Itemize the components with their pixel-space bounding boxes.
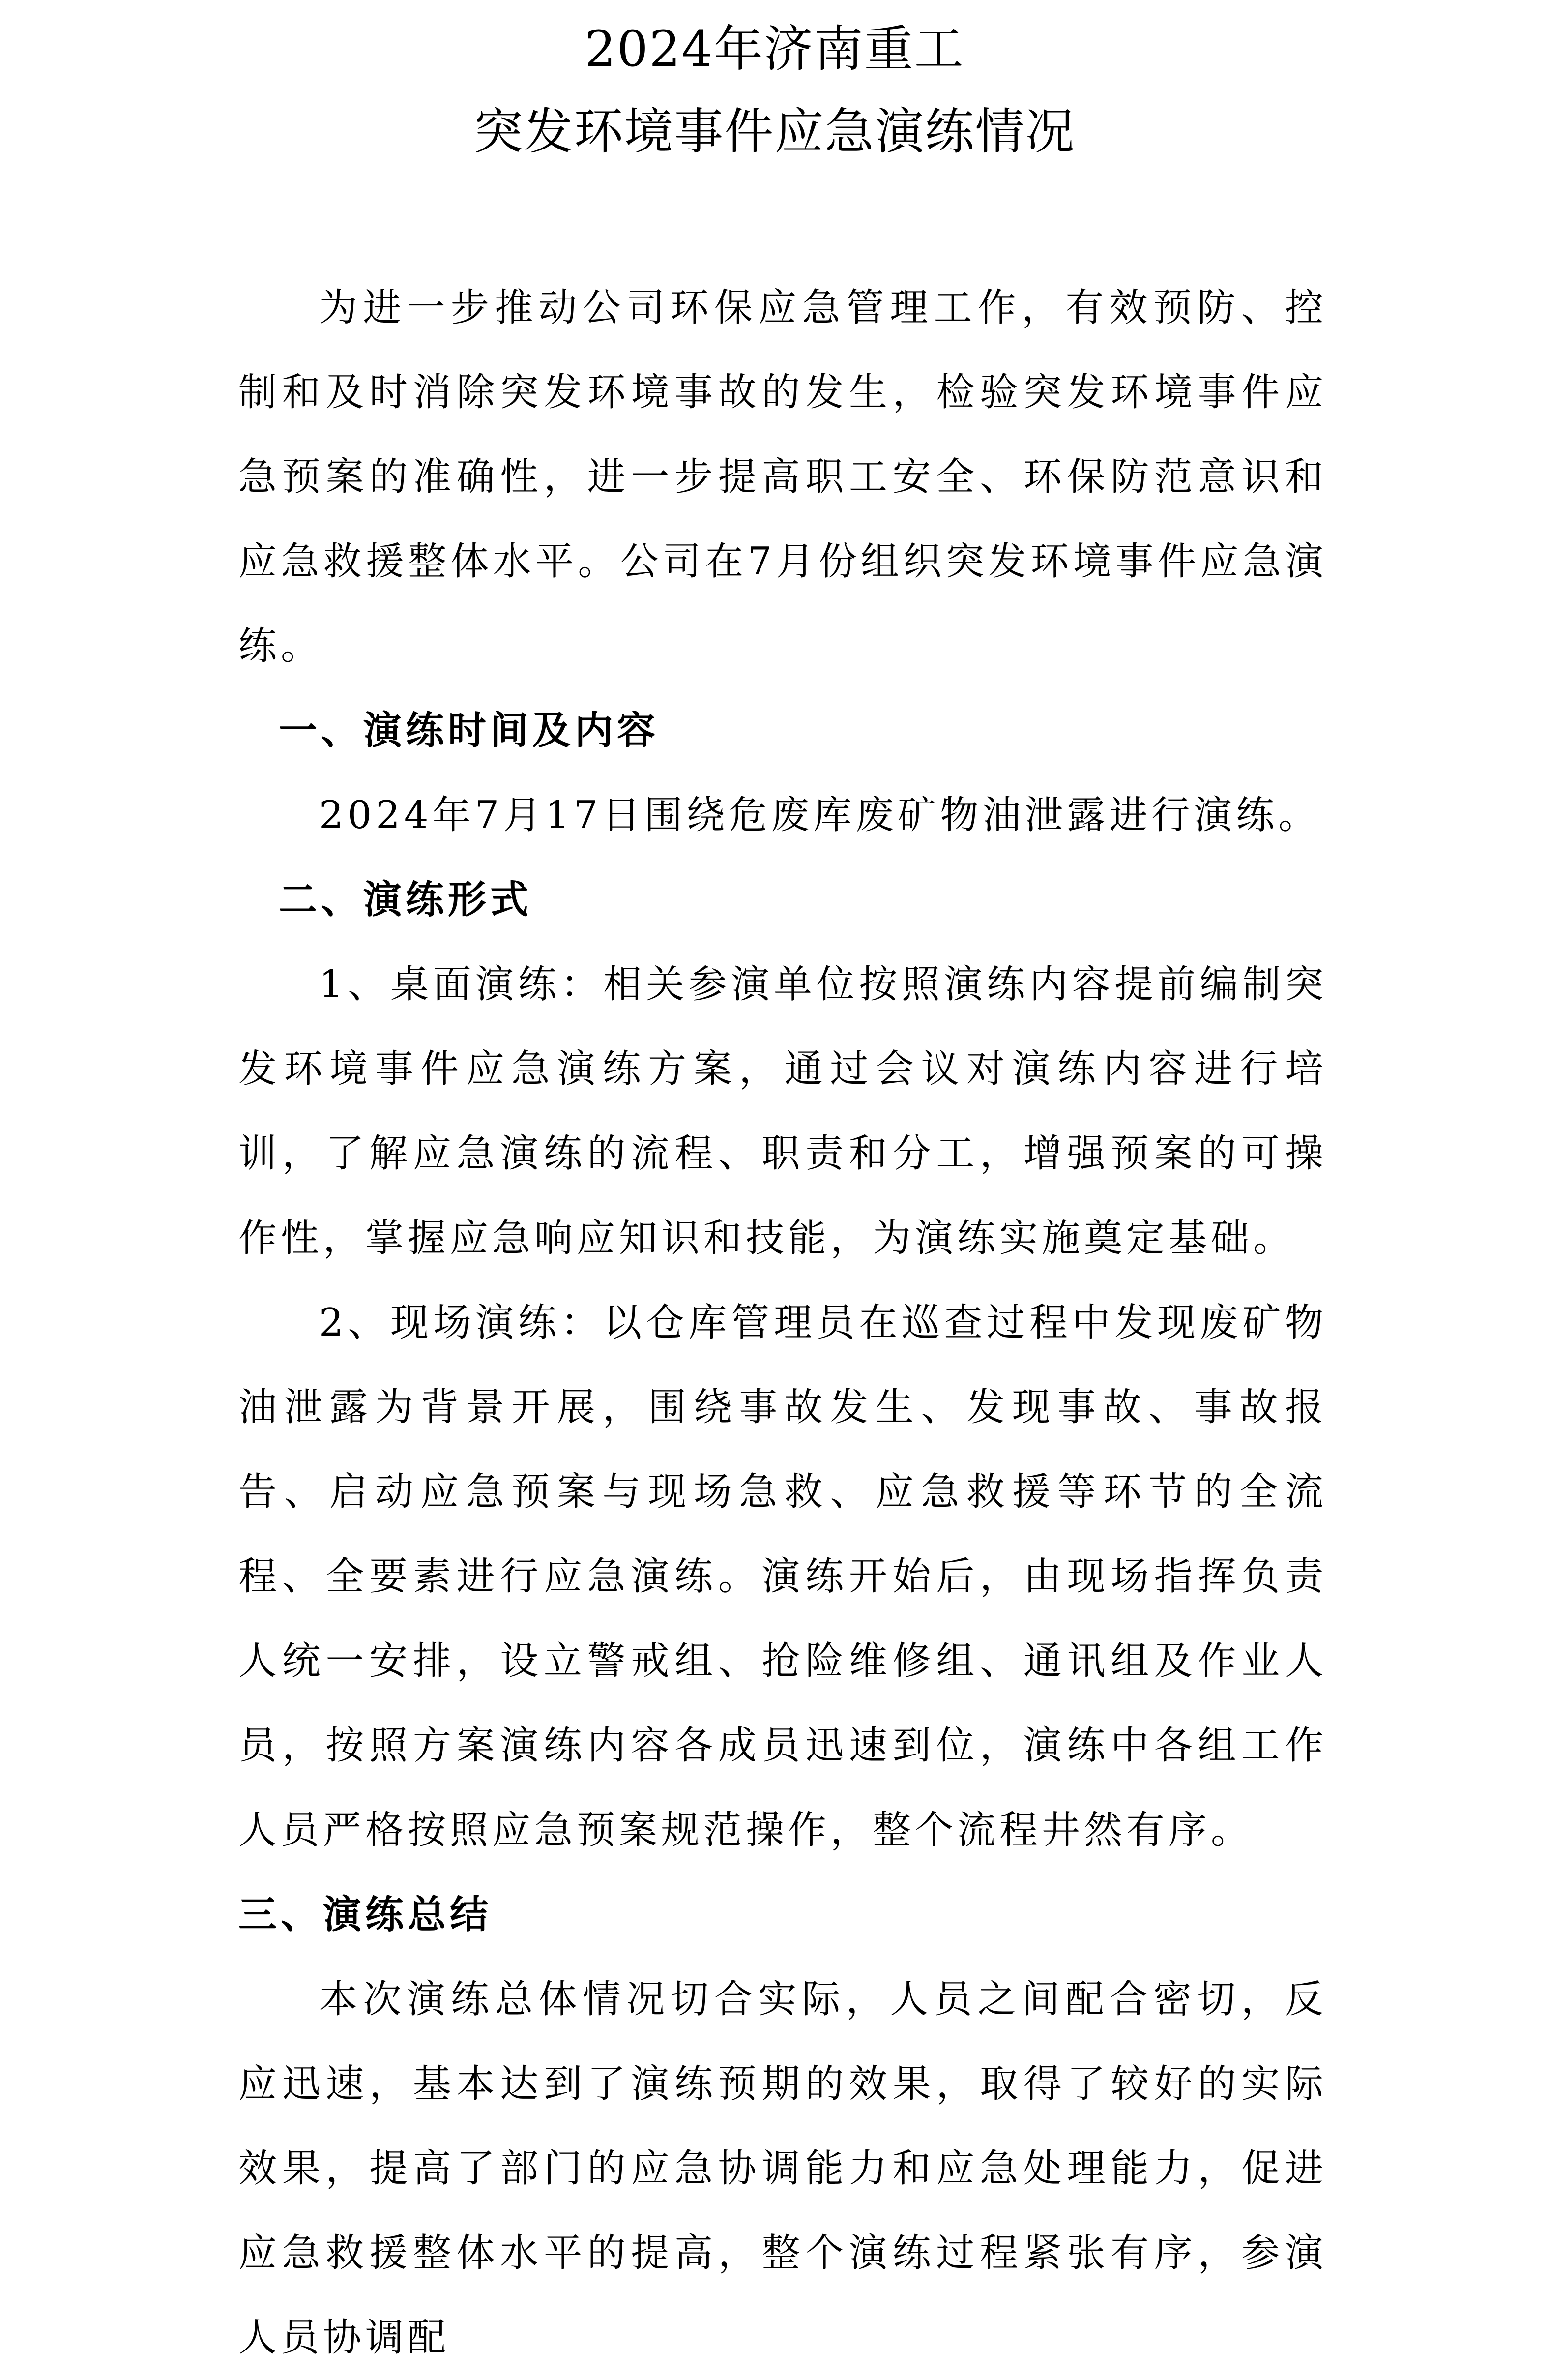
section1-paragraph: 2024年7月17日围绕危废库废矿物油泄露进行演练。 — [319, 793, 1321, 837]
intro-paragraph: 为进一步推动公司环保应急管理工作，有效预防、控制和及时消除突发环境事故的发生，检验突发环境事件应急预案的准确性，进一步提高职工安全、环保防范意识和应急救援整体水平。公司在7月份组织突发环境事件应急演练。 — [238, 286, 1327, 668]
section1-heading: 一、演练时间及内容 — [279, 709, 660, 753]
document-title-line1: 2024年济南重工 — [585, 20, 964, 78]
document-title-line2: 突发环境事件应急演练情况 — [473, 103, 1076, 160]
section3-heading: 三、演练总结 — [238, 1893, 493, 1937]
section3-paragraph: 本次演练总体情况切合实际，人员之间配合密切，反应迅速，基本达到了演练预期的效果，取得了较好的实际效果，提高了部门的应急协调能力和应急处理能力，促进应急救援整体水平的提高，整个演练过程紧张有序，参演人员协调配 — [238, 1977, 1327, 2360]
section2-item1-paragraph: 1、桌面演练：相关参演单位按照演练内容提前编制突发环境事件应急演练方案，通过会议对演练内容进行培训，了解应急演练的流程、职责和分工，增强预案的可操作性，掌握应急响应知识和技能，为演练实施奠定基础。 — [238, 962, 1327, 1260]
document-body — [238, 266, 1327, 2380]
section2-item2-paragraph: 2、现场演练：以仓库管理员在巡查过程中发现废矿物油泄露为背景开展，围绕事故发生、发现事故、事故报告、启动应急预案与现场急救、应急救援等环节的全流程、全要素进行应急演练。演练开始后，由现场指挥负责人统一安排，设立警戒组、抢险维修组、通讯组及作业人员，按照方案演练内容各成员迅速到位，演练中各组工作人员严格按照应急预案规范操作，整个流程井然有序。 — [238, 1301, 1327, 1852]
section2-heading: 二、演练形式 — [279, 878, 533, 922]
